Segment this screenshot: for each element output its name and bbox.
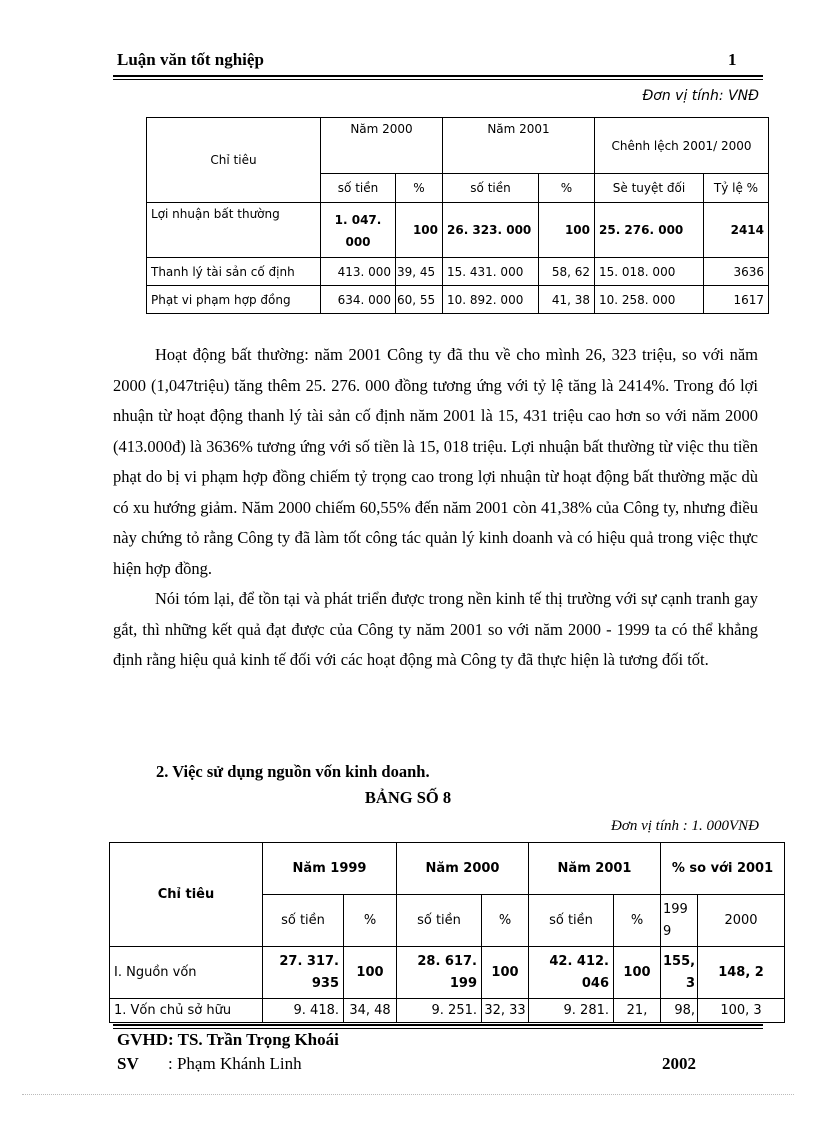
header-rule-thin: [113, 79, 763, 80]
sub-header: %: [482, 895, 529, 947]
cell: 100: [344, 947, 397, 999]
table-row: [147, 203, 769, 258]
cell: 10. 258. 000: [595, 286, 704, 314]
header-rule: [113, 75, 763, 77]
table2-title: BẢNG SỐ 8: [364, 788, 452, 807]
cell: 41, 38: [539, 286, 595, 314]
sub-header: %: [396, 174, 443, 203]
cell: 9. 251.: [397, 999, 482, 1023]
sub-header: %: [539, 174, 595, 203]
table1-unit: Đơn vị tính: VNĐ: [642, 88, 759, 104]
row-label: Lợi nhuận bất thường: [147, 203, 321, 258]
cell: 2414: [704, 203, 769, 258]
sub-header: số tiền: [321, 174, 396, 203]
cell: 39, 45: [396, 258, 443, 286]
page-edge-line: [22, 1094, 794, 1095]
sub-header: 2000: [698, 895, 785, 947]
paragraph: Hoạt động bất thường: năm 2001 Công ty đã thu về cho mình 26, 323 triệu, so với năm 2000 (1,047triệu) tăng thêm 25. 276. 000 đồng tương ứng với tỷ lệ tăng là 2414%. Trong đó lợi nhuận từ hoạt động thanh lý tài sản cố định năm 2001 là 15, 431 triệu cao hơn so với năm 2000 (413.000đ) là 3636% tương ứng với số tiền là 15, 018 triệu. Lợi nhuận bất thường từ việc thu tiền phạt do bị vi phạm hợp đồng chiếm tỷ trọng cao trong lợi nhuận từ hoạt động bất thường mặc dù có xu hướng giảm. Năm 2000 chiếm 60,55% đến năm 2001 còn 41,38% của Công ty, nhưng điều này chứng tỏ rằng Công ty đã làm tốt công tác quản lý kinh doanh và có hiệu quả trong việc thực hiện hợp đồng.: [113, 345, 758, 578]
cell: 1. 047. 000: [321, 203, 396, 258]
footer-student-label: SV: [117, 1054, 139, 1073]
body-text: [113, 340, 758, 676]
cell: 100: [396, 203, 443, 258]
table-capital-sources: [109, 842, 785, 1023]
table-profit-irregular: [146, 117, 769, 314]
cell: 27. 317. 935: [263, 947, 344, 999]
footer-supervisor: GVHD: TS. Trần Trọng Khoái: [117, 1030, 339, 1049]
cell: 1617: [704, 286, 769, 314]
cell: 413. 000: [321, 258, 396, 286]
sub-header: %: [344, 895, 397, 947]
cell: 25. 276. 000: [595, 203, 704, 258]
table-row: [110, 999, 785, 1023]
row-label: Phạt vi phạm hợp đồng: [147, 286, 321, 314]
col-header-2001: Năm 2001: [529, 843, 661, 895]
table2-unit: Đơn vị tính : 1. 000VNĐ: [611, 818, 759, 834]
row-label: I. Nguồn vốn: [110, 947, 263, 999]
cell: 34, 48: [344, 999, 397, 1023]
cell: 9. 281.: [529, 999, 614, 1023]
cell: 155, 3: [661, 947, 698, 999]
row-label: 1. Vốn chủ sở hữu: [110, 999, 263, 1023]
sub-header: số tiền: [443, 174, 539, 203]
col-header-1999: Năm 1999: [263, 843, 397, 895]
footer-year: 2002: [662, 1054, 696, 1073]
cell: 100, 3: [698, 999, 785, 1023]
cell: 148, 2: [698, 947, 785, 999]
col-header-chitieu: Chỉ tiêu: [147, 118, 321, 203]
sub-header: số tiền: [529, 895, 614, 947]
cell: 98,: [661, 999, 698, 1023]
table-row: [147, 258, 769, 286]
cell: 15. 018. 000: [595, 258, 704, 286]
cell: 634. 000: [321, 286, 396, 314]
header-title: Luận văn tốt nghiệp: [117, 50, 264, 69]
footer-rule: [113, 1024, 763, 1026]
row-label: Thanh lý tài sản cố định: [147, 258, 321, 286]
footer-student-name: : Phạm Khánh Linh: [168, 1054, 302, 1073]
sub-header: %: [614, 895, 661, 947]
cell: 58, 62: [539, 258, 595, 286]
cell: 28. 617. 199: [397, 947, 482, 999]
page-number: 1: [728, 50, 737, 69]
table-row: [110, 947, 785, 999]
cell: 100: [614, 947, 661, 999]
sub-header: 199 9: [661, 895, 698, 947]
cell: 60, 55: [396, 286, 443, 314]
cell: 100: [539, 203, 595, 258]
cell: 32, 33: [482, 999, 529, 1023]
col-header-chitieu: Chỉ tiêu: [110, 843, 263, 947]
sub-header: số tiền: [397, 895, 482, 947]
sub-header: Tỷ lệ %: [704, 174, 769, 203]
cell: 100: [482, 947, 529, 999]
table-row: [147, 286, 769, 314]
cell: 15. 431. 000: [443, 258, 539, 286]
col-header-so-voi: % so với 2001: [661, 843, 785, 895]
cell: 10. 892. 000: [443, 286, 539, 314]
sub-header: Sè tuyệt đối: [595, 174, 704, 203]
cell: 26. 323. 000: [443, 203, 539, 258]
cell: 3636: [704, 258, 769, 286]
sub-header: số tiền: [263, 895, 344, 947]
col-header-2000: Năm 2000: [321, 118, 443, 174]
footer-rule-thin: [113, 1028, 763, 1029]
cell: 9. 418.: [263, 999, 344, 1023]
col-header-2000: Năm 2000: [397, 843, 529, 895]
cell: 21,: [614, 999, 661, 1023]
col-header-2001: Năm 2001: [443, 118, 595, 174]
col-header-chenh-lech: Chênh lệch 2001/ 2000: [595, 118, 769, 174]
paragraph: Nói tóm lại, để tồn tại và phát triển được trong nền kinh tế thị trường với sự cạnh tranh gay gắt, thì những kết quả đạt được của Công ty năm 2001 so với năm 2000 - 1999 ta có thể khẳng định rằng hiệu quả kinh tế đối với các hoạt động mà Công ty đã thực hiện là tương đối tốt.: [113, 589, 758, 669]
section-heading: 2. Việc sử dụng nguồn vốn kinh doanh.: [156, 762, 430, 781]
cell: 42. 412. 046: [529, 947, 614, 999]
